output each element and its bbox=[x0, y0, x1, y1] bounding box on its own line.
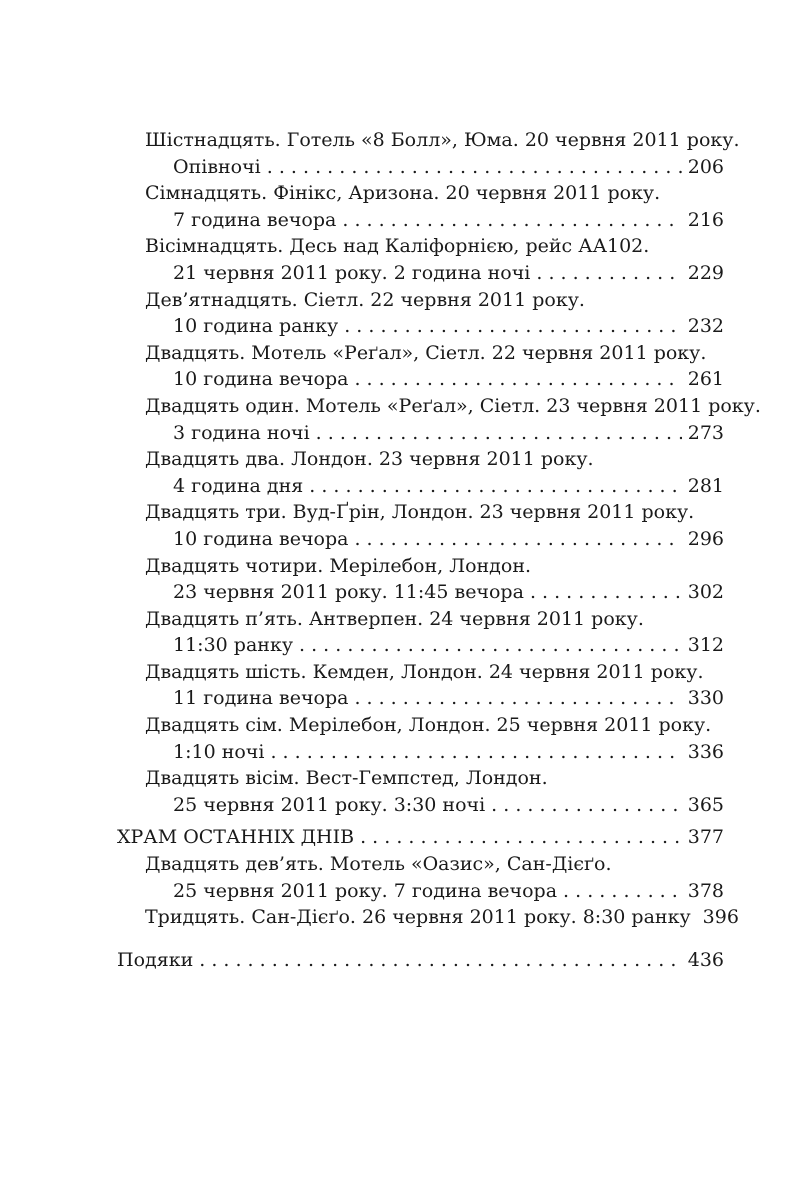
toc-entry-subline bbox=[117, 473, 724, 500]
toc-entry-title bbox=[117, 553, 724, 580]
dot-leader bbox=[536, 260, 681, 287]
dot-leader bbox=[199, 947, 682, 974]
toc-entry-subline bbox=[117, 207, 724, 234]
toc-entry-subline bbox=[117, 878, 724, 905]
toc-entry-subline bbox=[117, 792, 724, 819]
toc-entry-subline bbox=[117, 579, 724, 606]
toc-entry-subline bbox=[117, 739, 724, 766]
page-number: 365 bbox=[687, 793, 724, 816]
chapter-time: 25 червня 2011 року. 7 година вечора bbox=[173, 879, 558, 902]
chapter-title: Двадцять два. Лондон. 23 червня 2011 року. bbox=[145, 448, 594, 471]
toc-entry-title bbox=[117, 851, 724, 878]
toc-entry-title bbox=[117, 659, 724, 686]
chapter-title: Двадцять дев’ять. Мотель «Оазис», Сан-Дієґо. bbox=[145, 853, 612, 876]
chapter-title: Двадцять. Мотель «Реґал», Сіетл. 22 червня 2011 року. bbox=[145, 341, 707, 364]
dot-leader bbox=[309, 473, 681, 500]
dot-leader bbox=[354, 526, 681, 553]
chapter-title: Двадцять один. Мотель «Реґал», Сіетл. 23 червня 2011 року. bbox=[145, 394, 761, 417]
page-number: 302 bbox=[687, 581, 724, 604]
toc-entry-title bbox=[117, 180, 724, 207]
chapter-time: 10 година ранку bbox=[173, 315, 339, 338]
toc-entry-title bbox=[117, 233, 724, 260]
page-number: 377 bbox=[687, 826, 724, 849]
toc-entry-title bbox=[117, 127, 740, 154]
chapter-title: Двадцять чотири. Мерілебон, Лондон. bbox=[145, 554, 532, 577]
chapter-time: 23 червня 2011 року. 11:45 вечора bbox=[173, 581, 524, 604]
toc-entry-subline bbox=[117, 685, 724, 712]
chapter-time: 11:30 ранку bbox=[173, 634, 294, 657]
page-number: 273 bbox=[687, 421, 724, 444]
page-number: 336 bbox=[687, 740, 724, 763]
chapter-title: Вісімнадцять. Десь над Каліфорнією, рейс АА102. bbox=[145, 235, 650, 258]
chapter-time: 4 година дня bbox=[173, 474, 304, 497]
dot-leader bbox=[344, 313, 682, 340]
page-number: 312 bbox=[687, 634, 724, 657]
toc-entry-subline bbox=[117, 420, 724, 447]
chapter-title: Двадцять три. Вуд-Ґрін, Лондон. 23 червня 2011 року. bbox=[145, 501, 695, 524]
toc-entry-subline bbox=[117, 313, 724, 340]
chapter-title: Двадцять сім. Мерілебон, Лондон. 25 червня 2011 року. bbox=[145, 714, 712, 737]
dot-leader bbox=[270, 739, 681, 766]
chapter-title: Шістнадцять. Готель «8 Болл», Юма. 20 червня 2011 року. bbox=[145, 129, 740, 151]
chapter-time: 3 година ночі bbox=[173, 421, 310, 444]
chapter-title: Двадцять шість. Кемден, Лондон. 24 червня 2011 року. bbox=[145, 660, 704, 683]
page-number: 261 bbox=[687, 368, 724, 391]
toc-entry-subline bbox=[117, 526, 724, 553]
chapter-title: Тридцять. Сан-Дієґо. 26 червня 2011 року. 8:30 ранку bbox=[145, 906, 691, 929]
chapter-title: Сімнадцять. Фінікс, Аризона. 20 червня 2011 року. bbox=[145, 182, 661, 205]
toc-entry-title bbox=[117, 765, 724, 792]
toc-entry-title bbox=[117, 393, 761, 420]
chapter-time: Опівночі bbox=[173, 155, 261, 178]
spacer bbox=[117, 931, 724, 947]
toc-entry-title bbox=[117, 446, 724, 473]
page-number: 281 bbox=[687, 474, 724, 497]
toc-entry-title bbox=[117, 287, 724, 314]
page-number: 296 bbox=[687, 527, 724, 550]
chapter-time: 7 година вечора bbox=[173, 208, 337, 231]
toc-acknowledgements bbox=[117, 947, 724, 974]
toc-entry-title bbox=[117, 340, 724, 367]
toc-entry-subline bbox=[117, 366, 724, 393]
dot-leader bbox=[354, 685, 681, 712]
toc-entry-title bbox=[117, 499, 724, 526]
toc-entry-subline bbox=[117, 154, 724, 181]
chapter-time: 10 година вечора bbox=[173, 368, 349, 391]
page-number: 378 bbox=[687, 879, 724, 902]
page-number: 206 bbox=[687, 155, 724, 178]
dot-leader bbox=[342, 207, 681, 234]
chapter-time: 21 червня 2011 року. 2 година ночі bbox=[173, 261, 531, 284]
chapter-time: 10 година вечора bbox=[173, 527, 349, 550]
page-number: 436 bbox=[687, 948, 724, 971]
page-number: 232 bbox=[687, 315, 724, 338]
toc-entry-title bbox=[117, 606, 724, 633]
dot-leader bbox=[563, 878, 682, 905]
dot-leader bbox=[299, 632, 682, 659]
dot-leader bbox=[491, 792, 682, 819]
toc-entry-subline bbox=[117, 260, 724, 287]
page-number: 216 bbox=[687, 208, 724, 231]
table-of-contents bbox=[117, 127, 761, 973]
chapter-time: 1:10 ночі bbox=[173, 740, 265, 763]
part-title: ХРАМ ОСТАННІХ ДНІВ bbox=[117, 826, 355, 849]
dot-leader bbox=[316, 420, 682, 447]
dot-leader bbox=[530, 579, 682, 606]
acknowledgements-title: Подяки bbox=[117, 948, 194, 971]
chapter-title: Двадцять п’ять. Антверпен. 24 червня 2011 року. bbox=[145, 607, 644, 630]
toc-entry-title bbox=[117, 712, 724, 739]
chapter-title: Двадцять вісім. Вест-Гемпстед, Лондон. bbox=[145, 767, 548, 790]
page-number: 229 bbox=[687, 261, 724, 284]
page-number: 330 bbox=[687, 687, 724, 710]
toc-entry-subline bbox=[117, 632, 724, 659]
toc-part-heading bbox=[117, 824, 724, 851]
page-number: 396 bbox=[702, 906, 739, 929]
dot-leader bbox=[360, 824, 682, 851]
toc-entry-single bbox=[117, 904, 739, 931]
dot-leader bbox=[354, 366, 681, 393]
chapter-time: 25 червня 2011 року. 3:30 ночі bbox=[173, 793, 486, 816]
dot-leader bbox=[267, 154, 682, 181]
chapter-time: 11 година вечора bbox=[173, 687, 349, 710]
chapter-title: Дев’ятнадцять. Сіетл. 22 червня 2011 року. bbox=[145, 288, 585, 311]
